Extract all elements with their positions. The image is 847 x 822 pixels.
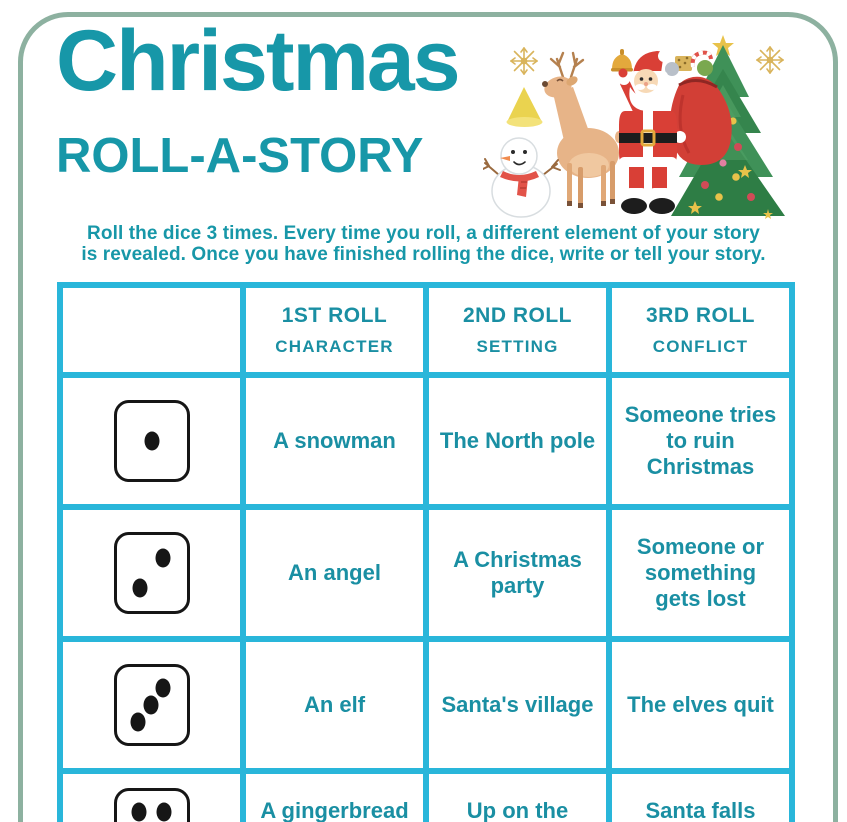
header-category-label: CHARACTER: [275, 336, 394, 356]
reindeer-figure: [542, 53, 623, 208]
conflict-cell: Someone or something gets lost: [609, 507, 792, 639]
setting-cell: Up on the: [426, 771, 609, 822]
header-category-label: SETTING: [476, 336, 559, 356]
die-one-icon: [114, 400, 190, 482]
dice-cell: [60, 375, 243, 507]
dice-cell: [60, 771, 243, 822]
header-category-label: CONFLICT: [652, 336, 749, 356]
header-2nd-roll: [426, 285, 609, 375]
dice-cell: [60, 639, 243, 771]
christmas-illustration: [483, 25, 808, 221]
dice-cell: [60, 507, 243, 639]
header-roll-label: 1ST ROLL: [281, 303, 388, 327]
header-3rd-roll: [609, 285, 792, 375]
setting-cell: The North pole: [426, 375, 609, 507]
setting-cell: A Christmas party: [426, 507, 609, 639]
conflict-cell: Santa falls: [609, 771, 792, 822]
roll-a-story-table: [57, 282, 795, 822]
snowflake-icon-right: [757, 47, 783, 73]
character-cell: An elf: [243, 639, 426, 771]
header-roll-label: 3RD ROLL: [646, 303, 755, 327]
character-cell: A snowman: [243, 375, 426, 507]
setting-cell: Santa's village: [426, 639, 609, 771]
character-cell: An angel: [243, 507, 426, 639]
character-cell: A gingerbread: [243, 771, 426, 822]
page-title: Christmas: [56, 13, 459, 109]
snowman-figure: [483, 87, 560, 217]
conflict-cell: The elves quit: [609, 639, 792, 771]
page-subtitle: ROLL-A-STORY: [56, 129, 424, 183]
snowflake-icon-left: [511, 48, 537, 74]
die-two-icon: [114, 532, 190, 614]
table-header-row: [60, 285, 792, 375]
instructions-line-2: is revealed. Once you have finished rolling the dice, write or tell your story.: [81, 244, 766, 265]
table-row: [60, 507, 792, 639]
instructions-text: [0, 223, 847, 265]
instructions-line-1: Roll the dice 3 times. Every time you roll, a different element of your story: [87, 223, 760, 244]
die-four-icon: [114, 788, 190, 822]
table-row: [60, 771, 792, 822]
header-1st-roll: [243, 285, 426, 375]
table-corner-cell: [60, 285, 243, 375]
conflict-cell: Someone tries to ruin Christmas: [609, 375, 792, 507]
die-three-icon: [114, 664, 190, 746]
table-row: [60, 639, 792, 771]
table-row: [60, 375, 792, 507]
header-roll-label: 2ND ROLL: [463, 303, 572, 327]
